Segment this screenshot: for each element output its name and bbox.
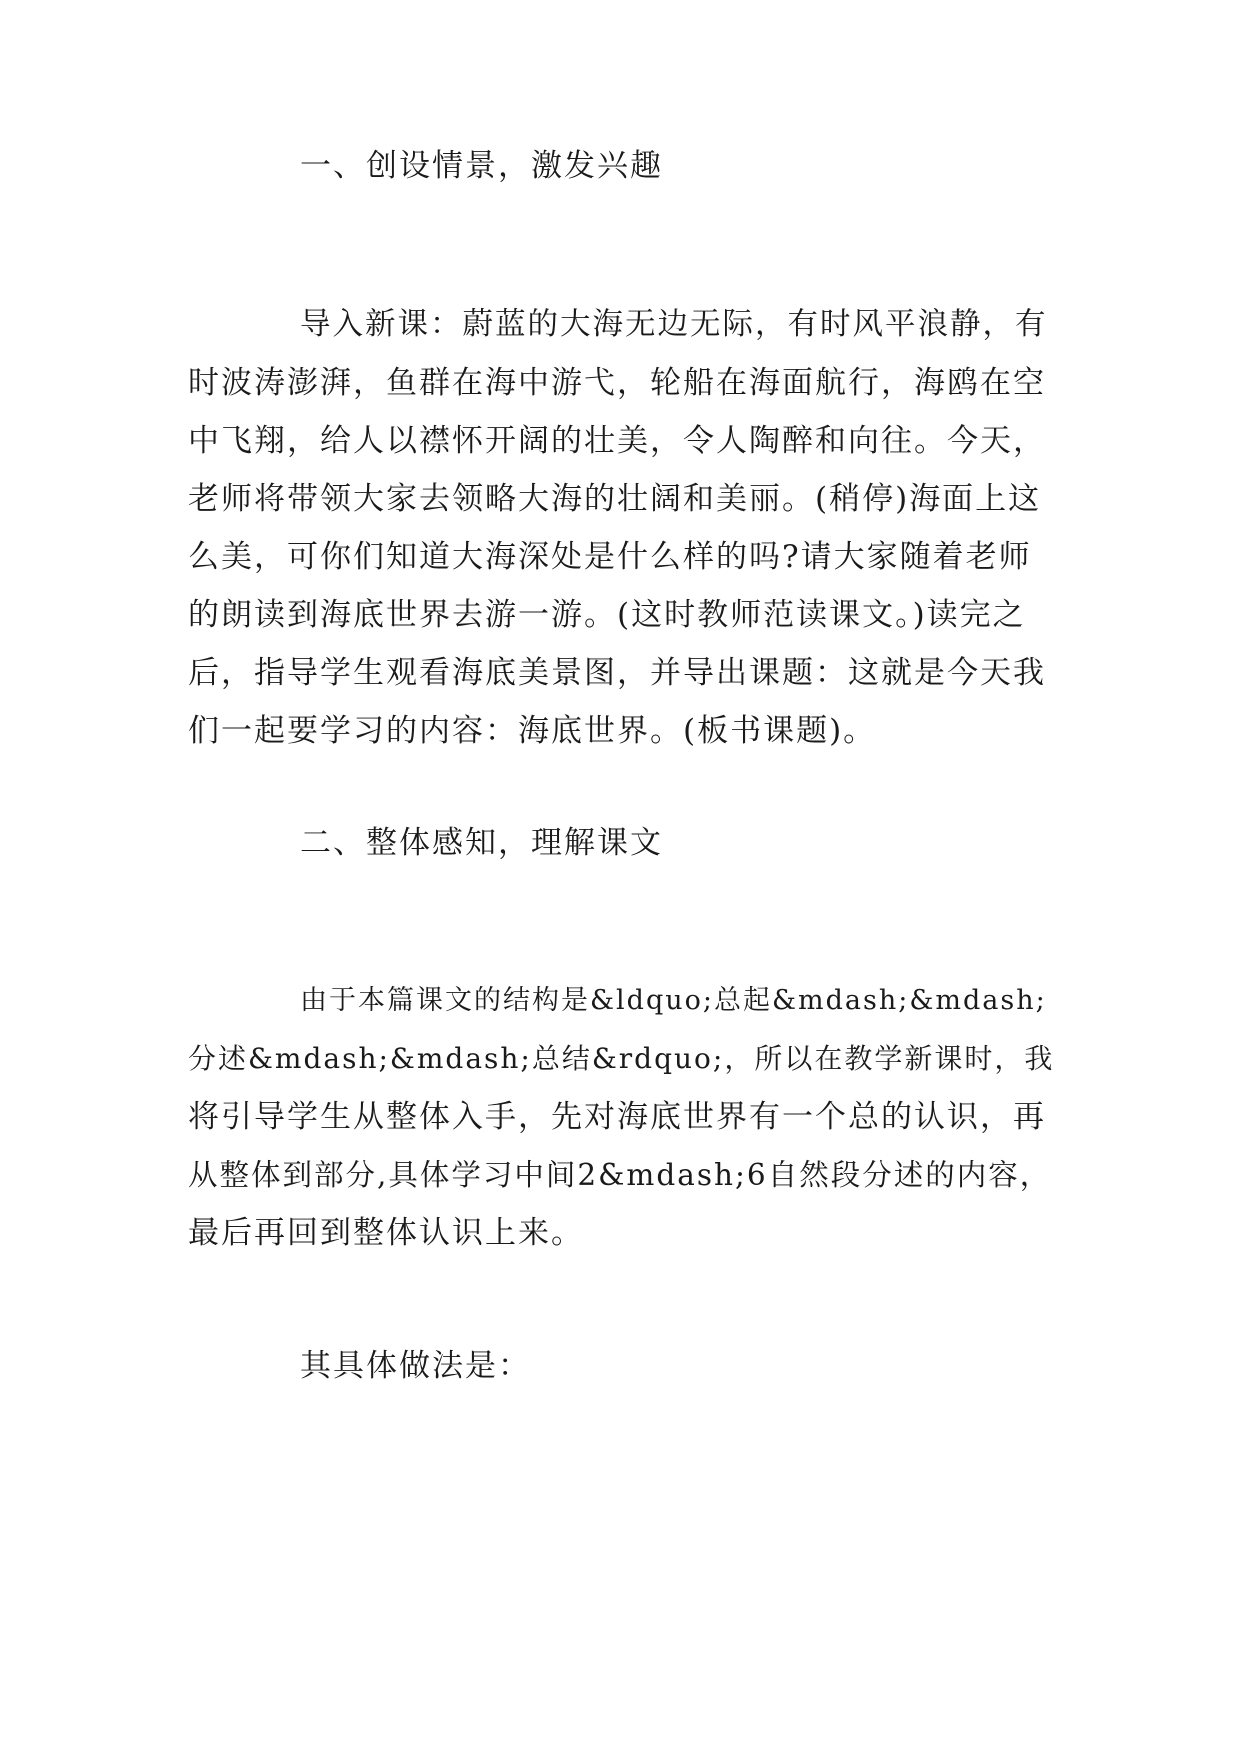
- heading-text: 二、整体感知，理解课文: [300, 825, 663, 861]
- paragraph-line: 将引导学生从整体入手，先对海底世界有一个总的认识，再: [188, 1099, 1046, 1135]
- paragraph-method: [188, 1337, 1058, 1395]
- paragraph-line: 们一起要学习的内容：海底世界。(板书课题)。: [188, 713, 877, 749]
- paragraph-line: 么美，可你们知道大海深处是什么样的吗?请大家随着老师: [188, 539, 1032, 575]
- paragraph-line: 老师将带领大家去领略大海的壮阔和美丽。(稍停)海面上这: [188, 481, 1042, 517]
- paragraph-line: 由于本篇课文的结构是&ldquo;总起&mdash;&mdash;: [300, 985, 1047, 1016]
- paragraph-line: 后，指导学生观看海底美景图，并导出课题：这就是今天我: [188, 655, 1046, 691]
- paragraph-structure: [188, 972, 1058, 1262]
- paragraph-line: 中飞翔，给人以襟怀开阔的壮美，令人陶醉和向往。今天，: [188, 423, 1046, 459]
- paragraph-line: 的朗读到海底世界去游一游。(这时教师范读课文。)读完之: [188, 597, 1026, 633]
- paragraph-intro: [188, 296, 1058, 760]
- paragraph-line: 分述&mdash;&mdash;总结&rdquo;，所以在教学新课时，我: [188, 1042, 1055, 1075]
- paragraph-line: 其具体做法是：: [300, 1348, 531, 1384]
- paragraph-line: 从整体到部分,具体学习中间2&mdash;6自然段分述的内容，: [188, 1158, 1052, 1192]
- heading-text: 一、创设情景，激发兴趣: [300, 148, 663, 184]
- paragraph-line: 导入新课：蔚蓝的大海无边无际，有时风平浪静，有: [300, 307, 1048, 342]
- section-heading-2: [188, 814, 1058, 872]
- paragraph-line: 最后再回到整体认识上来。: [188, 1215, 584, 1251]
- paragraph-line: 时波涛澎湃，鱼群在海中游弋，轮船在海面航行，海鸥在空: [188, 365, 1046, 401]
- section-heading-1: [188, 137, 1058, 195]
